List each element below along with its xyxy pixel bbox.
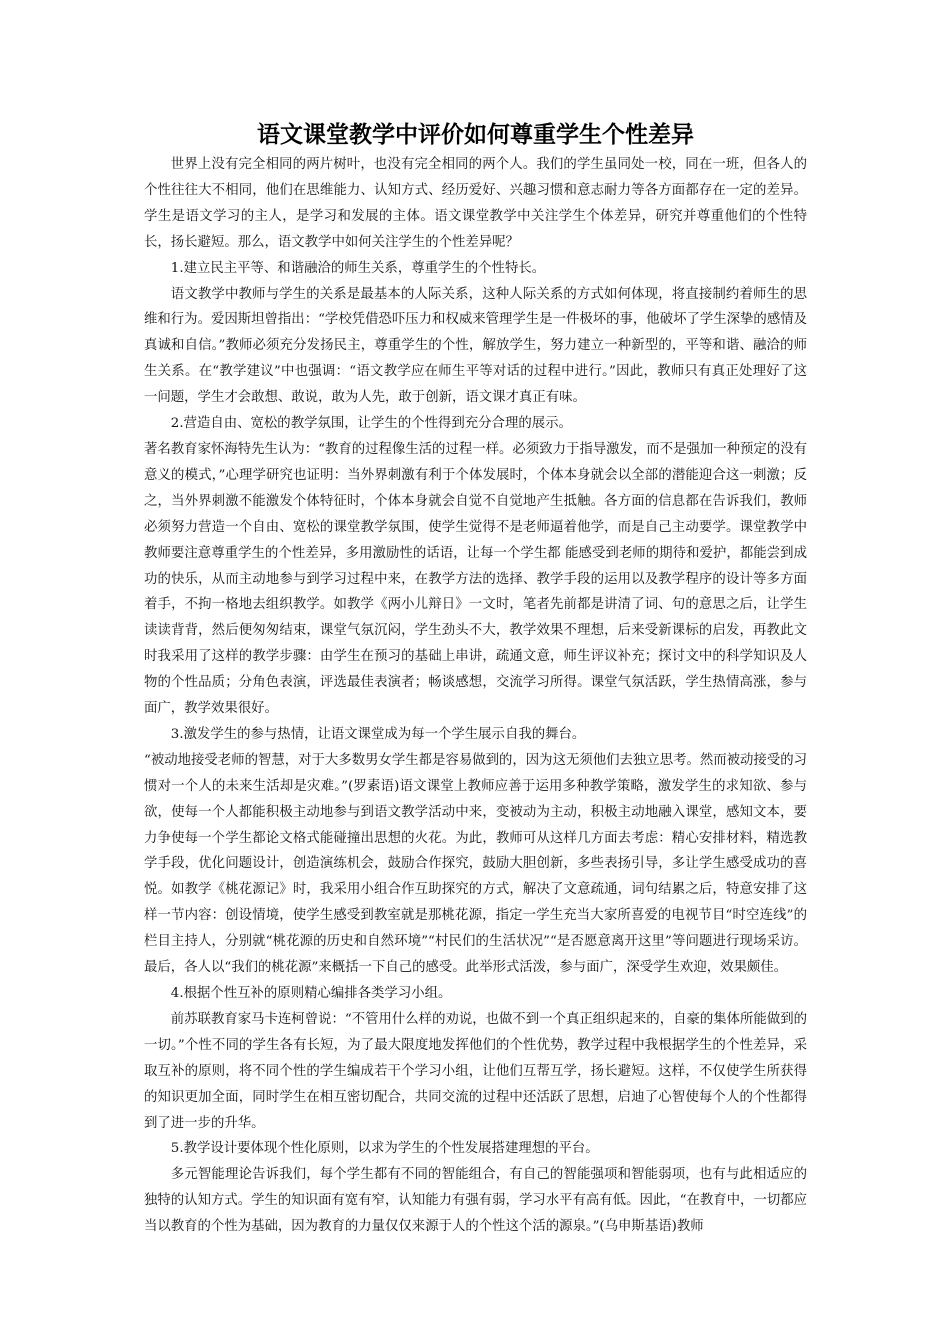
section-1-body: 语文教学中教师与学生的关系是最基本的人际关系，这种人际关系的方式如何体现，将直接制约着师生的思维和行为。爱因斯坦曾指出：“学校凭借恐吓压力和权威来管理学生是一件极坏的事，他破坏了学生深挚的感情及真诚和自信。”教师必须充分发扬民主，尊重学生的个性，解放学生，努力建立一种新型的，平等和谐、融洽的师生关系。在“教学建议”中也强调：“语文教学应在师生平等对话的过程中进行。”因此，教师只有真正处理好了这一问题，学生才会敢想、敢说，敢为人先，敢于创新，语文课才真正有味。 — [144, 286, 807, 406]
section-2-heading: 2.营造自由、宽松的教学氛围，让学生的个性得到充分合理的展示。 — [170, 416, 572, 432]
document-page — [144, 118, 807, 1240]
intro-paragraph: 世界上没有完全相同的两片树叶，也没有完全相同的两个人。我们的学生虽同处一校，同在一班，但各人的个性往往大不相同，他们在思维能力、认知方式、经历爱好、兴趣习惯和意志耐力等各方面都存在一定的差异。学生是语文学习的主人，是学习和发展的主体。语文课堂教学中关注学生个体差异，研究并尊重他们的个性特长，扬长避短。那么，语文教学中如何关注学生的个性差异呢？ — [144, 157, 807, 250]
section-3-body: “被动地接受老师的智慧，对于大多数男女学生都是容易做到的，因为这无须他们去独立思考。然而被动接受的习惯对一个人的未来生活却是灾难。”(罗素语)语文课堂上教师应善于运用多种教学策略，激发学生的求知欲、参与欲，使每一个人都能积极主动地参与到语文教学活动中来，变被动为主动，积极主动地融入课堂，感知文本，要力争使每一个学生都论文格式能碰撞出思想的火花。为此，教师可从这样几方面去考虑：精心安排材料，精选教学手段，优化问题设计，创造演练机会，鼓励合作探究，鼓励大胆创新，多些表扬引导，多让学生感受成功的喜悦。如教学《桃花源记》时，我采用小组合作互助探究的方式，解决了文意疏通，词句结累之后，特意安排了这样一节内容：创设情境，使学生感受到教室就是那桃花源，指定一学生充当大家所喜爱的电视节目“时空连线”的栏目主持人，分别就“桃花源的历史和自然环境”“村民们的生活状况”“是否愿意离开这里”等问题进行现场采访。最后，各人以“我们的桃花源”来概括一下自己的感受。此举形式活泼，参与面广，深受学生欢迎，效果颇佳。 — [144, 752, 807, 976]
document-title: 语文课堂教学中评价如何尊重学生个性差异 — [257, 122, 694, 148]
section-4-body: 前苏联教育家马卡连柯曾说：“不管用什么样的劝说，也做不到一个真正组织起来的，自豪的集体所能做到的一切。”个性不同的学生各有长短，为了最大限度地发挥他们的个性优势，教学过程中我根据学生的个性差异，采取互补的原则，将不同个性的学生编成若干个学习小组，让他们互帮互学，扬长避短。这样，不仅使学生所获得的知识更加全面，同时学生在相互密切配合，共同交流的过程中还活跃了思想，启迪了心智使每个人的个性都得到了进一步的升华。 — [144, 1011, 807, 1131]
section-5-body: 多元智能理论告诉我们，每个学生都有不同的智能组合，有自己的智能强项和智能弱项，也有与此相适应的独特的认知方式。学生的知识面有宽有窄，认知能力有强有弱，学习水平有高有低。因此，“在教育中，一切都应当以教育的个性为基础，因为教育的力量仅仅来源于人的个性这个活的源泉。”(乌申斯基语)教师 — [144, 1167, 807, 1235]
section-3-heading: 3.激发学生的参与热情，让语文课堂成为每一个学生展示自我的舞台。 — [170, 726, 586, 742]
section-1-heading: 1.建立民主平等、和谐融洽的师生关系，尊重学生的个性特长。 — [170, 260, 546, 276]
section-2-body: 著名教育家怀海特先生认为：“教育的过程像生活的过程一样。必须致力于指导激发，而不是强加一种预定的没有意义的模式，”心理学研究也证明：当外界刺激有利于个体发展时，个体本身就会以全部的潜能迎合这一刺激；反之，当外界刺激不能激发个体特征时，个体本身就会自觉不自觉地产生抵触。各方面的信息都在告诉我们，教师必须努力营造一个自由、宽松的课堂教学氛围，使学生觉得不是老师逼着他学，而是自己主动要学。课堂教学中教师要注意尊重学生的个性差异，多用激励性的话语，让每一个学生都 能感受到老师的期待和爱护，都能尝到成功的快乐，从而主动地参与到学习过程中来，在教学方法的选择、教学手段的运用以及教学程序的设计等多方面着手，不拘一格地去组织教学。如教学《两小儿辩日》一文时，笔者先前都是讲清了词、句的意思之后，让学生读读背背，然后便匆匆结束，课堂气氛沉闷，学生劲头不大，教学效果不理想，后来受新课标的启发，再教此文时我采用了这样的教学步骤：由学生在预习的基础上串讲，疏通文意，师生评议补充；探讨文中的科学知识及人物的个性品质；分角色表演，评选最佳表演者；畅谈感想，交流学习所得。课堂气氛活跃，学生热情高涨，参与面广，教学效果很好。 — [144, 441, 807, 717]
section-4-heading: 4.根据个性互补的原则精心编排各类学习小组。 — [170, 986, 452, 1001]
section-5-heading: 5.教学设计要体现个性化原则，以求为学生的个性发展搭建理想的平台。 — [170, 1141, 599, 1157]
